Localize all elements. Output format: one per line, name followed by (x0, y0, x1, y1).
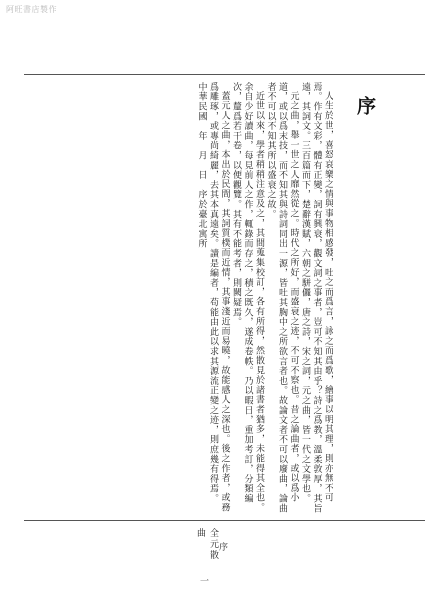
preface-paragraph: 近世以來，學者稍稍注意及之，其間蒐集校訂，各有所得，然散見於諸書者猶多，未能得其全也。余自少好讀曲，每見前人之作，輒錄而存之，積之既久，遂成卷帙。乃以暇日，重加考訂，分類編次，釐爲若干卷，以便觀覽。其有不能考者，則闕疑焉。 (231, 82, 264, 513)
page-footer (0, 528, 445, 587)
preface-paragraph: 人生於世，喜怒哀樂之情與事物相感發，吐之而爲言，詠之而爲歌，繪事以明其理，則亦無不可焉。作有文彩，體有正變，詞有興衰，觀文詞之事者，豈可不知其由乎？詩之爲教，溫柔敦厚，其旨遠，其詞文。三百篇而下，楚辭漢賦，六朝之駢儷，唐之詩，宋之詞，元之曲，皆一代之文學也。 (300, 82, 333, 514)
preface-paragraph: 蓋元人之曲，本出於民間，其詞質樸而近情，其事淺近而易曉，故能感人之深也。後之作者，或務爲雕琢，或專尚綺麗，去其本真遠矣。讀是編者，苟能由此以求其源流正變之迹，則庶幾有得焉。 (208, 82, 230, 513)
footer-book-title: 全元散曲 (195, 528, 218, 561)
page-title: 序 (354, 96, 376, 115)
preface-paragraph: 元之曲，舉一世之人靡然從之。時代之所好，而盛衰之迹，不可不察也。昔之論曲者，或以爲小道，或以爲末技，而不知其與詩詞同出一源，皆吐其胸中之所欲言者也。故論文者不可以廢曲，論曲者不可以不知其所以盛衰之故。 (265, 82, 299, 514)
preface-body (28, 82, 333, 514)
bottom-rule (24, 520, 425, 521)
watermark: 阿旺書店製作 (6, 5, 57, 14)
top-rule (24, 74, 425, 75)
footer-section-label: 序 (217, 542, 227, 551)
page-number: 一 (200, 577, 210, 587)
preface-signature: 中華民國 年 月 日 序於臺北寓所 (196, 82, 207, 249)
